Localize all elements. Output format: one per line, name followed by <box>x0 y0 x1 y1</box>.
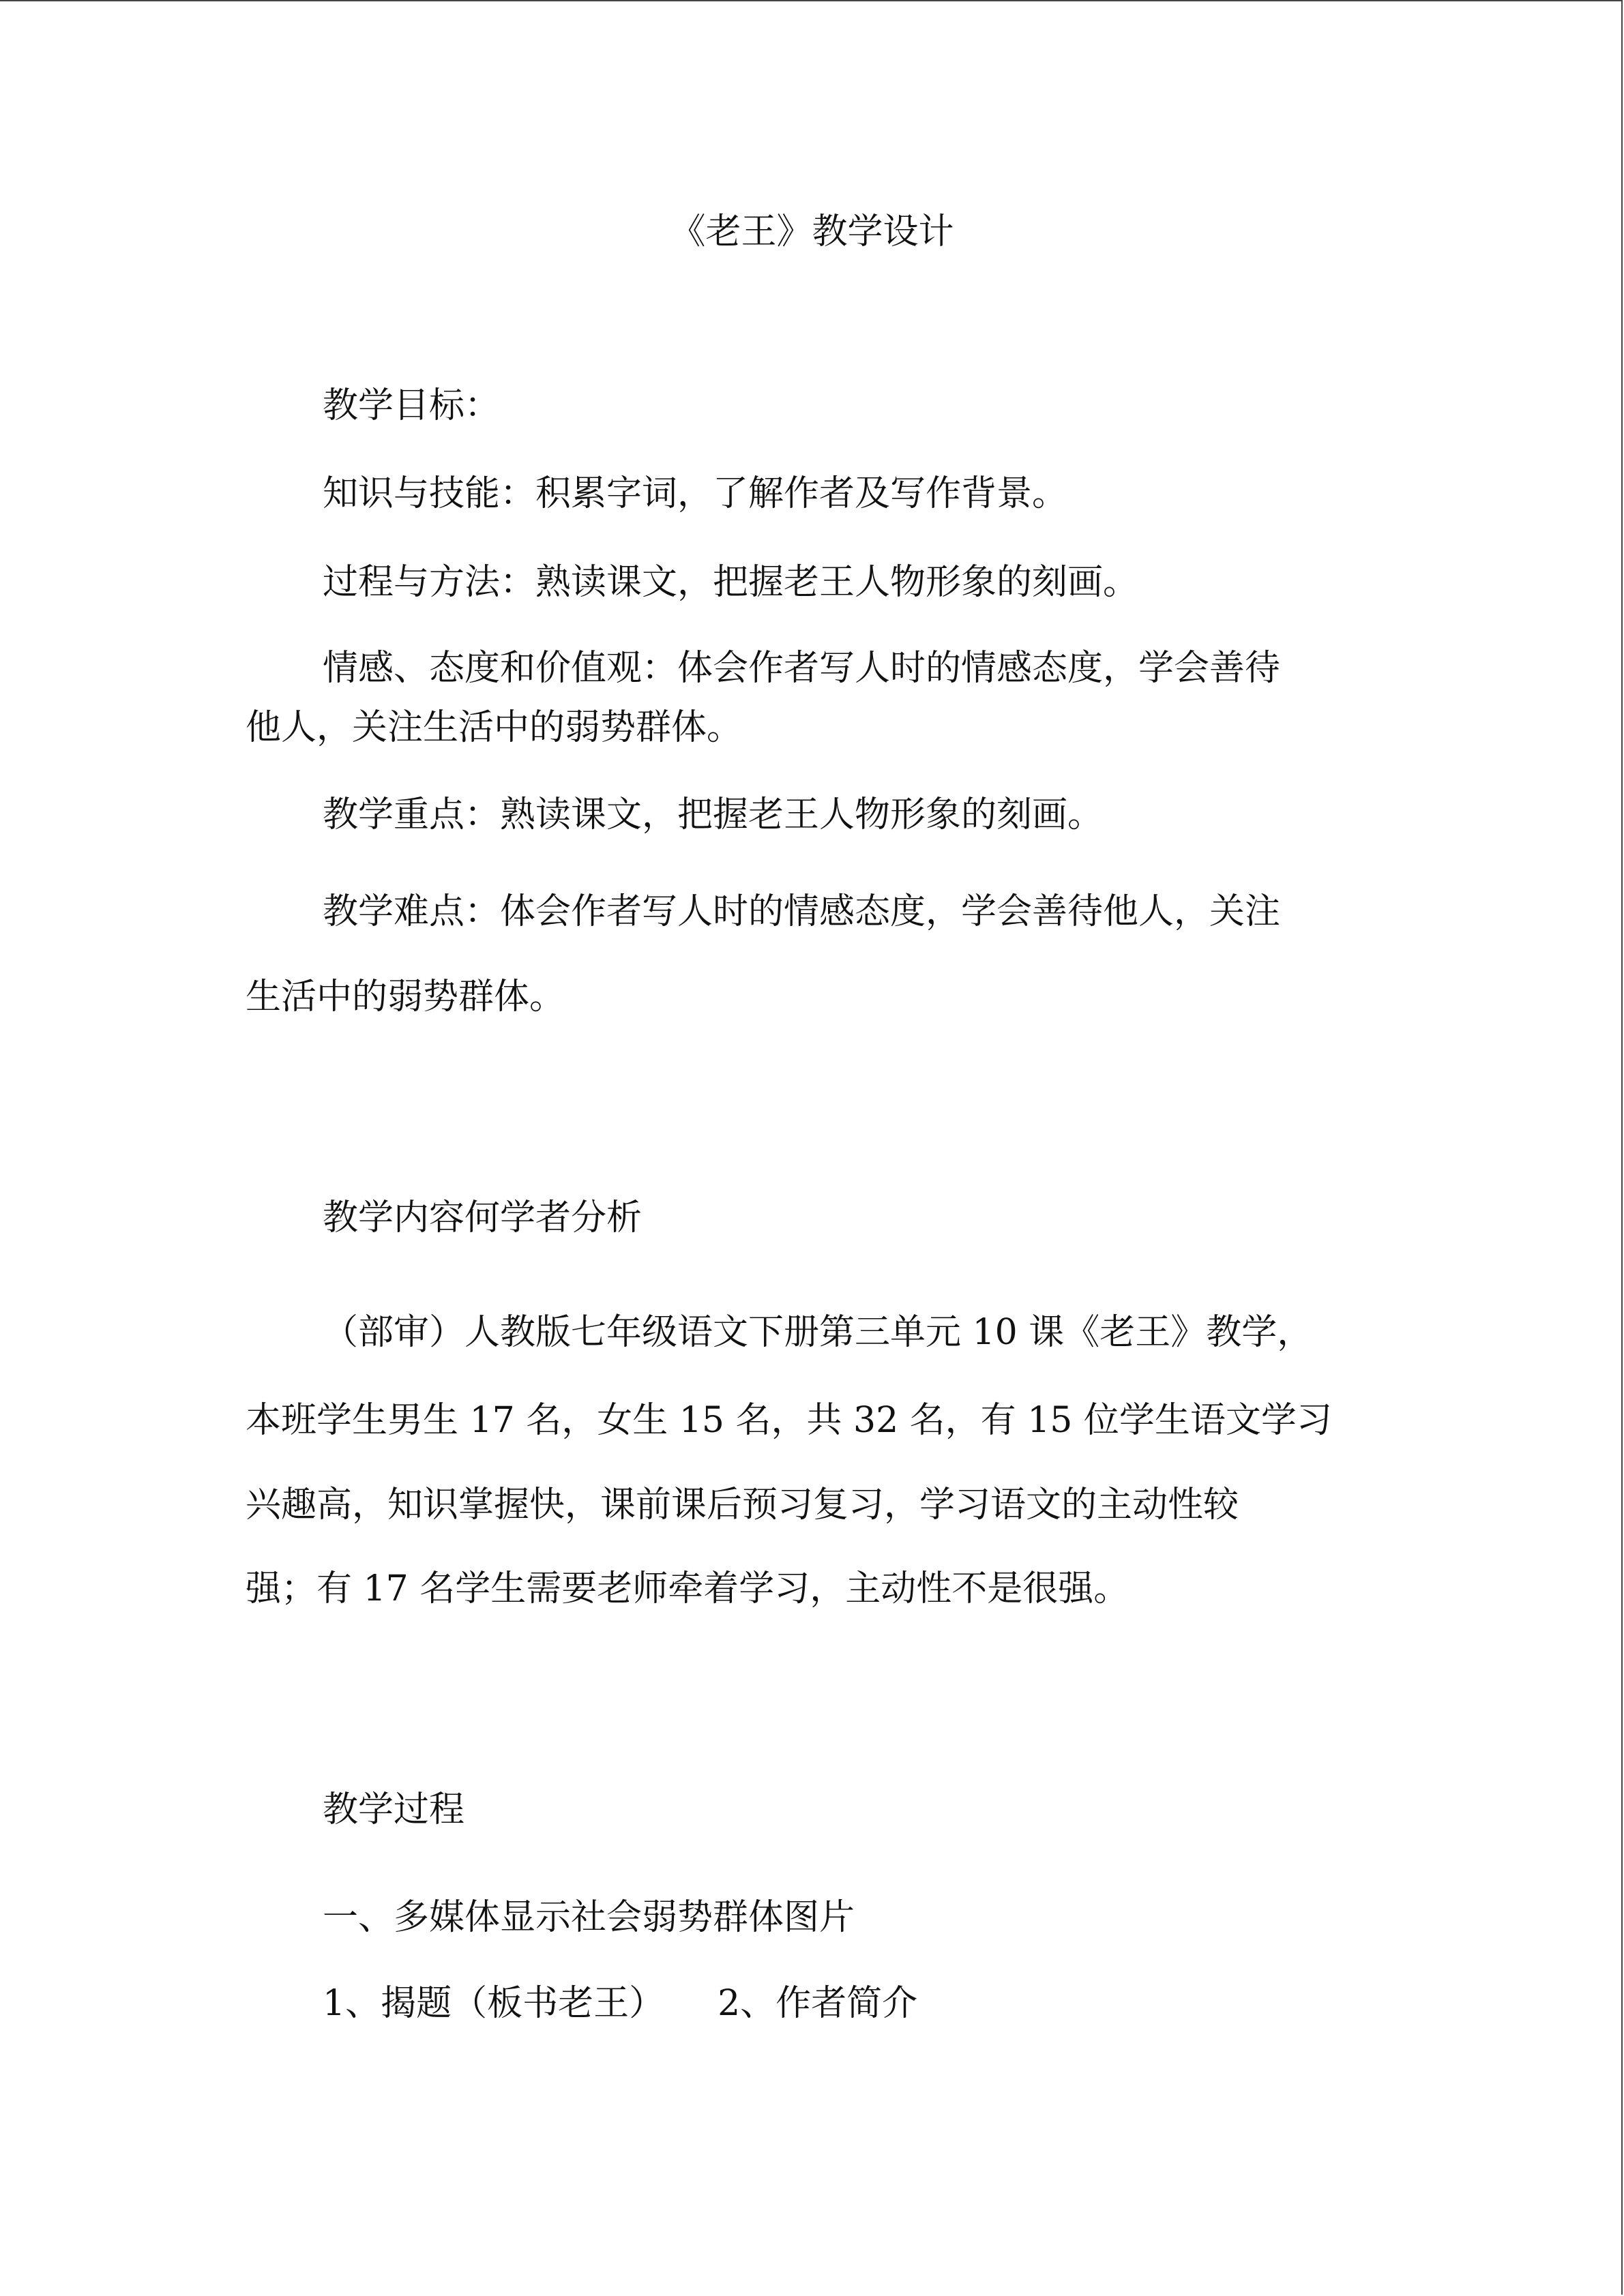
analysis-line-3: 兴趣高，知识掌握快，课前课后预习复习，学习语文的主动性较 <box>246 1485 1239 1525</box>
key-point: 教学重点：熟读课文，把握老王人物形象的刻画。 <box>323 794 1104 835</box>
process-step-1: 一、多媒体显示社会弱势群体图片 <box>323 1897 855 1938</box>
knowledge-skills: 知识与技能：积累字词，了解作者及写作背景。 <box>323 473 1068 514</box>
analysis-heading: 教学内容何学者分析 <box>323 1197 643 1238</box>
difficulty-line-2: 生活中的弱势群体。 <box>246 976 565 1017</box>
process-step-2: 1、揭题（板书老王） 2、作者简介 <box>323 1983 918 2024</box>
objectives-heading: 教学目标： <box>323 385 501 426</box>
document-title: 《老王》教学设计 <box>670 211 954 252</box>
process-heading: 教学过程 <box>323 1789 465 1830</box>
process-methods: 过程与方法：熟读课文，把握老王人物形象的刻画。 <box>323 562 1139 603</box>
emotion-values-line-1: 情感、态度和价值观：体会作者写人时的情感态度，学会善待 <box>323 648 1281 689</box>
emotion-values-line-2: 他人，关注生活中的弱势群体。 <box>246 707 743 748</box>
analysis-line-1: （部审）人教版七年级语文下册第三单元 10 课《老王》教学， <box>323 1312 1313 1353</box>
analysis-line-2: 本班学生男生 17 名，女生 15 名，共 32 名，有 15 位学生语文学习 <box>246 1400 1332 1441</box>
difficulty-line-1: 教学难点：体会作者写人时的情感态度，学会善待他人，关注 <box>323 891 1281 932</box>
analysis-line-4: 强；有 17 名学生需要老师牵着学习，主动性不是很强。 <box>246 1568 1130 1609</box>
